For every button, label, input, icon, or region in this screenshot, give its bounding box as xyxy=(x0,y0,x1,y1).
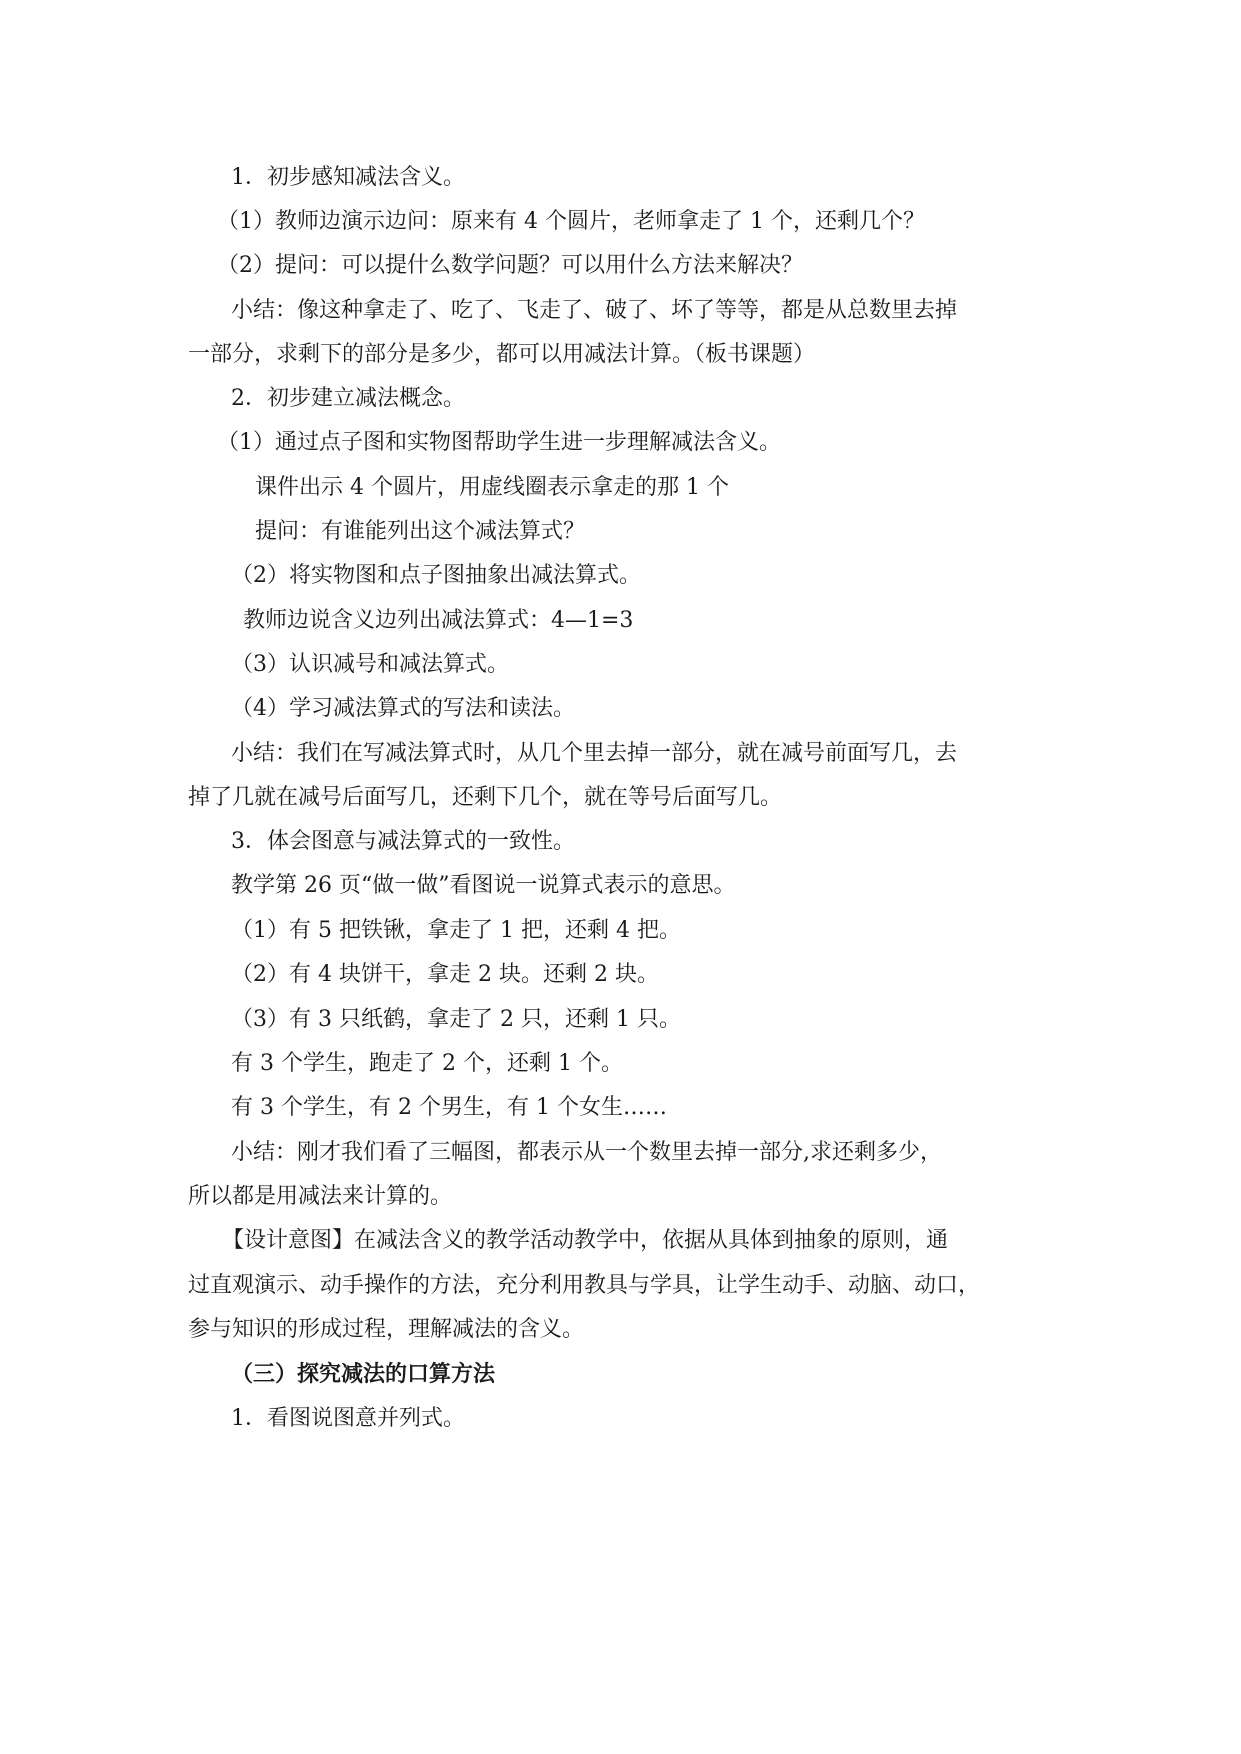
paragraph-line: （2）提问：可以提什么数学问题？可以用什么方法来解决？ xyxy=(217,253,803,278)
summary-line: 一部分，求剩下的部分是多少，都可以用减法计算。（板书课题） xyxy=(188,342,816,367)
paragraph-line: （4）学习减法算式的写法和读法。 xyxy=(231,696,575,721)
paragraph-line: （1）教师边演示边问：原来有 4 个圆片，老师拿走了 1 个，还剩几个？ xyxy=(217,209,925,234)
paragraph-line: 有 3 个学生，跑走了 2 个，还剩 1 个。 xyxy=(231,1051,623,1076)
paragraph-line: （1）通过点子图和实物图帮助学生进一步理解减法含义。 xyxy=(217,430,781,455)
paragraph-line: （2）有 4 块饼干，拿走 2 块。还剩 2 块。 xyxy=(231,962,659,987)
section-heading: （三）探究减法的口算方法 xyxy=(231,1361,496,1387)
heading-step-2: 2．初步建立减法概念。 xyxy=(231,386,465,411)
paragraph-line: 课件出示 4 个圆片，用虚线圈表示拿走的那 1 个 xyxy=(255,475,729,500)
paragraph-line: （3）认识减号和减法算式。 xyxy=(231,652,509,677)
summary-line: 小结：像这种拿走了、吃了、飞走了、破了、坏了等等，都是从总数里去掉 xyxy=(231,298,958,323)
heading-step-1: 1．看图说图意并列式。 xyxy=(231,1406,465,1431)
paragraph-line: 教学第 26 页“做一做”看图说一说算式表示的意思。 xyxy=(231,873,736,898)
heading-step-1: 1．初步感知减法含义。 xyxy=(231,165,465,190)
summary-line: 小结：刚才我们看了三幅图，都表示从一个数里去掉一部分,求还剩多少， xyxy=(231,1140,942,1165)
design-intent-line: 【设计意图】在减法含义的教学活动教学中，依据从具体到抽象的原则，通 xyxy=(222,1228,949,1253)
paragraph-line: （1）有 5 把铁锹，拿走了 1 把，还剩 4 把。 xyxy=(231,918,681,943)
paragraph-line: （2）将实物图和点子图抽象出减法算式。 xyxy=(231,563,641,588)
paragraph-line: 有 3 个学生，有 2 个男生，有 1 个女生…… xyxy=(231,1095,667,1120)
heading-step-3: 3．体会图意与减法算式的一致性。 xyxy=(231,829,575,854)
summary-line: 掉了几就在减号后面写几，还剩下几个，就在等号后面写几。 xyxy=(188,785,783,810)
design-intent-line: 参与知识的形成过程，理解减法的含义。 xyxy=(188,1317,585,1342)
formula-line: 教师边说含义边列出减法算式：4—1=3 xyxy=(243,608,634,633)
paragraph-line: 提问：有谁能列出这个减法算式？ xyxy=(255,519,586,544)
summary-line: 小结：我们在写减法算式时，从几个里去掉一部分，就在减号前面写几，去 xyxy=(231,741,958,766)
paragraph-line: （3）有 3 只纸鹤，拿走了 2 只，还剩 1 只。 xyxy=(231,1007,681,1032)
summary-line: 所以都是用减法来计算的。 xyxy=(188,1184,453,1209)
design-intent-line: 过直观演示、动手操作的方法，充分利用教具与学具，让学生动手、动脑、动口， xyxy=(188,1273,981,1298)
